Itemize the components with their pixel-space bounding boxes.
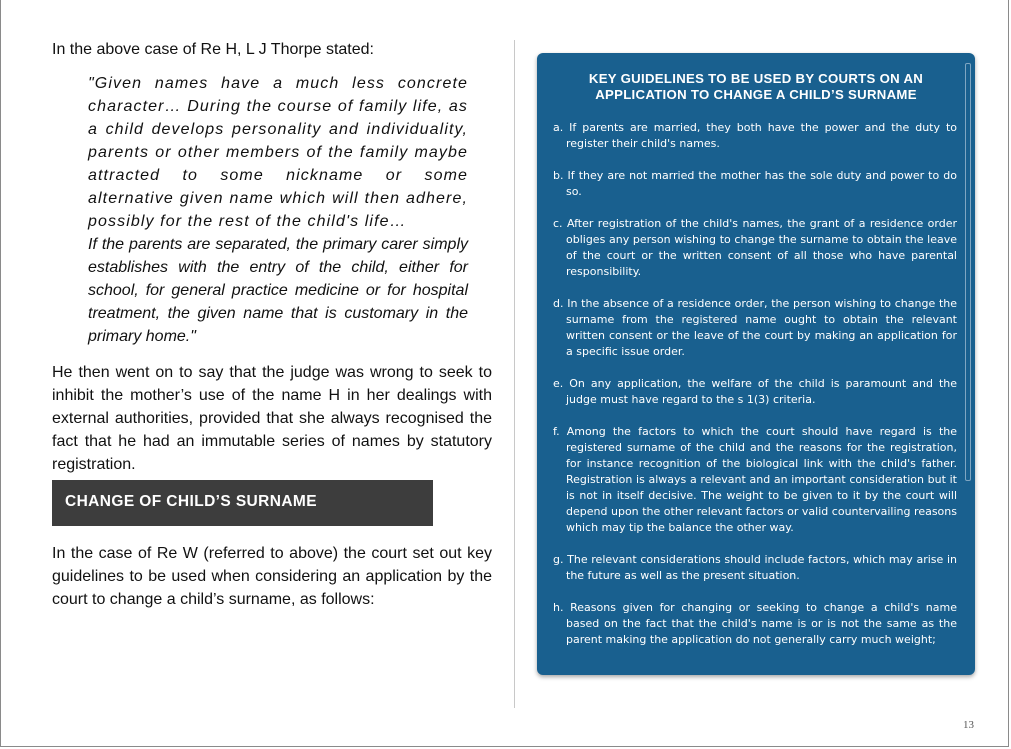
guideline-item-c: c. After registration of the child's names, the grant of a residence order obliges any person wishing to change the surname to obtain the leave of the court or the written consent of all those who have parental responsibility. bbox=[553, 217, 957, 278]
guideline-item-b: b. If they are not married the mother has the sole duty and power to do so. bbox=[553, 169, 957, 198]
intro-paragraph: In the above case of Re H, L J Thorpe stated: bbox=[52, 41, 374, 58]
left-column bbox=[52, 38, 492, 476]
guideline-item-d: d. In the absence of a residence order, the person wishing to change the surname from the registered name ought to obtain the relevant written consent or the leave of the court by making an application for a specific issue order. bbox=[553, 297, 957, 358]
guideline-item-g: g. The relevant considerations should include factors, which may arise in the future as well as the present situation. bbox=[553, 553, 957, 582]
quote-paragraph-1: "Given names have a much less concrete character… During the course of family life, as a child develops personality and individuality, parents or other members of the family maybe attracted to some nickname or some alternative given name which will then adhere, possibly for the rest of the child's life… bbox=[88, 75, 468, 230]
guidelines-scrollbar[interactable] bbox=[965, 63, 971, 481]
body-paragraph-1: He then went on to say that the judge was wrong to seek to inhibit the mother’s use of the name H in her dealings with external authorities, provided that she always recognised the fact that he had an immutable series of names by statutory registration. bbox=[52, 364, 492, 473]
column-divider bbox=[514, 40, 515, 708]
guideline-item-a: a. If parents are married, they both have the power and the duty to register their child's names. bbox=[553, 121, 957, 150]
guideline-item-e: e. On any application, the welfare of the child is paramount and the judge must have regard to the s 1(3) criteria. bbox=[553, 377, 957, 406]
guideline-item-h: h. Reasons given for changing or seeking to change a child's name based on the fact that the child's name is or is not the same as the parent making the application do not generally carry much weight; bbox=[553, 601, 957, 646]
guidelines-title-line-1: KEY GUIDELINES TO BE USED BY COURTS ON AN bbox=[588, 71, 924, 86]
body-paragraph-2: In the case of Re W (referred to above) the court set out key guidelines to be used when considering an application by the court to change a child’s surname, as follows: bbox=[52, 545, 492, 608]
guidelines-list bbox=[553, 120, 957, 664]
section-heading: CHANGE OF CHILD’S SURNAME bbox=[52, 480, 433, 526]
guidelines-title-line-2: APPLICATION TO CHANGE A CHILD’S SURNAME bbox=[595, 87, 917, 102]
guideline-item-f: f. Among the factors to which the court should have regard is the registered surname of the child and the reasons for the registration, for instance recognition of the biological link with the child's father. Registration is always a relevant and an important consideration but it is not in itself decisive. The weight to be given to it by the court will depend upon the other relevant factors or valid countervailing reasons which may tip the balance the other way. bbox=[553, 425, 957, 534]
page-number: 13 bbox=[963, 719, 974, 731]
thorpe-quote bbox=[88, 72, 468, 348]
quote-paragraph-2: If the parents are separated, the primary carer simply establishes with the entry of the child, either for school, for general practice medicine or for hospital treatment, the given name that is customary in the primary home." bbox=[88, 236, 468, 345]
guidelines-title bbox=[537, 71, 975, 103]
guidelines-box bbox=[537, 53, 975, 675]
